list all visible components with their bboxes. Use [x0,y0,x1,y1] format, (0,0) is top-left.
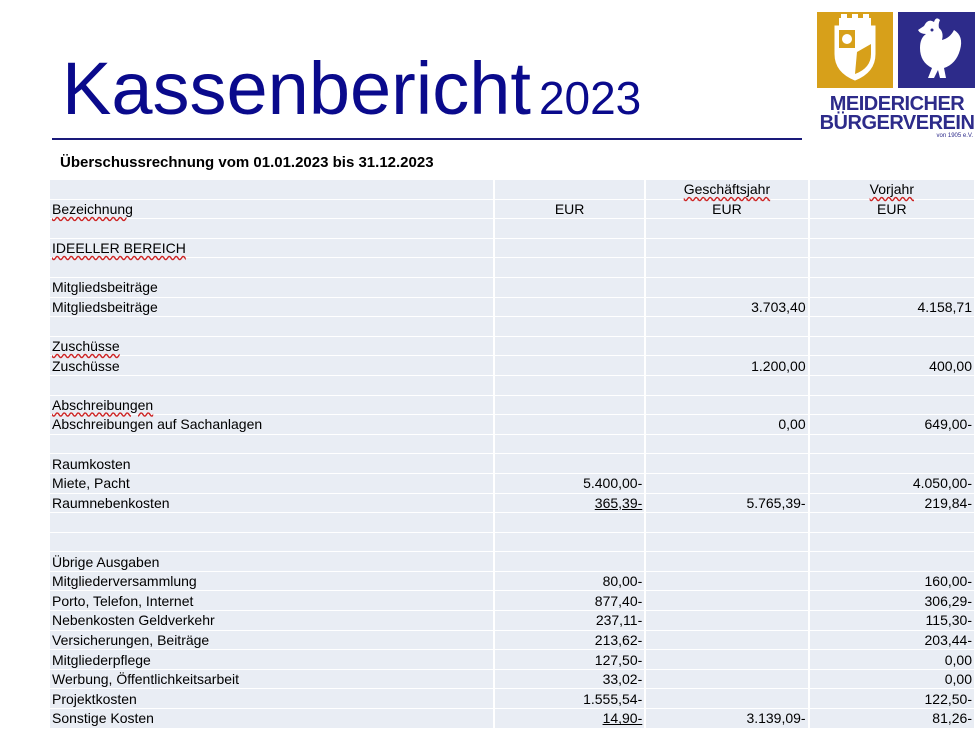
cell-c2: 877,40- [495,591,646,611]
cell-c4: 400,00 [810,356,976,376]
cell-c1: Zuschüsse [50,356,495,376]
association-logo [817,12,977,140]
cell-c3 [646,591,809,611]
cell-c2 [495,396,646,416]
cell-c2 [495,337,646,357]
income-statement-table [50,180,976,729]
cell-c4: 4.158,71 [810,298,976,318]
cell-c1: Mitgliedsbeiträge [50,298,495,318]
table-row [50,278,976,298]
cell-c1: Mitgliederpflege [50,650,495,670]
cell-c3 [646,572,809,592]
report-subtitle: Überschussrechnung vom 01.01.2023 bis 31.12.2023 [60,154,434,171]
cell-c4: 0,00 [810,650,976,670]
table-row [50,494,976,514]
cell-c1 [50,219,495,239]
cell-c4 [810,219,976,239]
cell-c4 [810,317,976,337]
table-row [50,376,976,396]
cell-c1: Raumkosten [50,454,495,474]
cell-c1 [50,533,495,553]
cell-c2 [495,513,646,533]
header-previous-year: Vorjahr [810,180,976,200]
cell-c3 [646,631,809,651]
cell-c1: Zuschüsse [50,337,495,357]
cell-c4: 4.050,00- [810,474,976,494]
cell-c4 [810,278,976,298]
table-row [50,396,976,416]
cell-c2: 213,62- [495,631,646,651]
cell-c2 [495,298,646,318]
cell-c4 [810,376,976,396]
cell-c2: 237,11- [495,611,646,631]
cell-c4 [810,239,976,259]
cell-c4 [810,552,976,572]
cell-c2 [495,239,646,259]
cell-c4 [810,513,976,533]
cell-c1: IDEELLER BEREICH [50,239,495,259]
cell-c1: Abschreibungen auf Sachanlagen [50,415,495,435]
table-row [50,474,976,494]
cell-c2: 5.400,00- [495,474,646,494]
title-underline [52,138,802,140]
cell-c1: Porto, Telefon, Internet [50,591,495,611]
table-row [50,356,976,376]
title-year: 2023 [538,72,642,124]
table-row [50,670,976,690]
header-cell [50,180,495,200]
table-row [50,239,976,259]
cell-c1: Mitgliedsbeiträge [50,278,495,298]
cell-c2 [495,356,646,376]
table-row [50,591,976,611]
table-row [50,533,976,553]
cell-c3 [646,650,809,670]
cell-c4 [810,396,976,416]
cell-c2 [495,278,646,298]
cell-c3 [646,396,809,416]
cell-c3 [646,317,809,337]
cell-c4 [810,533,976,553]
logo-since: von 1905 e.V. [936,133,973,139]
cell-c4: 0,00 [810,670,976,690]
table-row [50,552,976,572]
cell-c3 [646,258,809,278]
table-row [50,689,976,709]
header-eur-2: EUR [646,200,809,220]
coat-of-arms-icon [817,12,893,88]
cell-c2: 127,50- [495,650,646,670]
cell-c1 [50,317,495,337]
header-description: Bezeichnung [50,200,495,220]
header-row-2 [50,200,976,220]
rooster-icon [898,12,975,88]
cell-c4: 649,00- [810,415,976,435]
cell-c4 [810,435,976,455]
cell-c4: 219,84- [810,494,976,514]
table-row [50,435,976,455]
cell-c3: 3.139,09- [646,709,809,729]
cell-c4: 160,00- [810,572,976,592]
header-eur-1: EUR [495,200,646,220]
cell-c3 [646,552,809,572]
table-row [50,337,976,357]
cell-c2: 33,02- [495,670,646,690]
table-row [50,572,976,592]
cell-c1: Miete, Pacht [50,474,495,494]
logo-name-line2: BÜRGERVEREIN [819,112,975,134]
cell-c2 [495,258,646,278]
cell-c2 [495,533,646,553]
table-row [50,631,976,651]
cell-c3 [646,670,809,690]
cell-c2: 80,00- [495,572,646,592]
cell-c2: 1.555,54- [495,689,646,709]
cell-c1: Werbung, Öffentlichkeitsarbeit [50,670,495,690]
cell-c1: Abschreibungen [50,396,495,416]
cell-c1: Sonstige Kosten [50,709,495,729]
cell-c3: 1.200,00 [646,356,809,376]
cell-c3: 5.765,39- [646,494,809,514]
cell-c3 [646,337,809,357]
cell-c3: 0,00 [646,415,809,435]
header-current-year: Geschäftsjahr [646,180,809,200]
cell-c1 [50,376,495,396]
cell-c1: Projektkosten [50,689,495,709]
cell-c1: Nebenkosten Geldverkehr [50,611,495,631]
table-row [50,454,976,474]
table-row [50,219,976,239]
cell-c3 [646,435,809,455]
cell-c2 [495,435,646,455]
cell-c3 [646,533,809,553]
cell-c3 [646,474,809,494]
cell-c2: 365,39- [495,494,646,514]
table-row [50,513,976,533]
cell-c1: Raumnebenkosten [50,494,495,514]
title-main: Kassenbericht [62,47,531,130]
cell-c1: Übrige Ausgaben [50,552,495,572]
cell-c3 [646,513,809,533]
cell-c1: Versicherungen, Beiträge [50,631,495,651]
cell-c4: 306,29- [810,591,976,611]
table-row [50,298,976,318]
cell-c1 [50,513,495,533]
cell-c2 [495,415,646,435]
cell-c4: 203,44- [810,631,976,651]
header-row-1 [50,180,976,200]
cell-c2 [495,454,646,474]
cell-c3 [646,454,809,474]
cell-c3 [646,219,809,239]
header-cell [495,180,646,200]
cell-c1: Mitgliederversammlung [50,572,495,592]
logo-name-line1: MEIDERICHER [829,93,965,115]
cell-c4: 81,26- [810,709,976,729]
cell-c4 [810,454,976,474]
cell-c2 [495,317,646,337]
header-eur-3: EUR [810,200,976,220]
cell-c3 [646,611,809,631]
cell-c4: 122,50- [810,689,976,709]
cell-c3 [646,278,809,298]
page-title [62,47,642,130]
cell-c3 [646,689,809,709]
table-row [50,611,976,631]
cell-c3 [646,376,809,396]
cell-c2 [495,219,646,239]
table-row [50,317,976,337]
table-row [50,258,976,278]
cell-c2 [495,552,646,572]
table-row [50,415,976,435]
table-row [50,650,976,670]
cell-c3: 3.703,40 [646,298,809,318]
cell-c4 [810,337,976,357]
cell-c3 [646,239,809,259]
cell-c1 [50,435,495,455]
cell-c2 [495,376,646,396]
cell-c2: 14,90- [495,709,646,729]
cell-c4: 115,30- [810,611,976,631]
cell-c1 [50,258,495,278]
cell-c4 [810,258,976,278]
